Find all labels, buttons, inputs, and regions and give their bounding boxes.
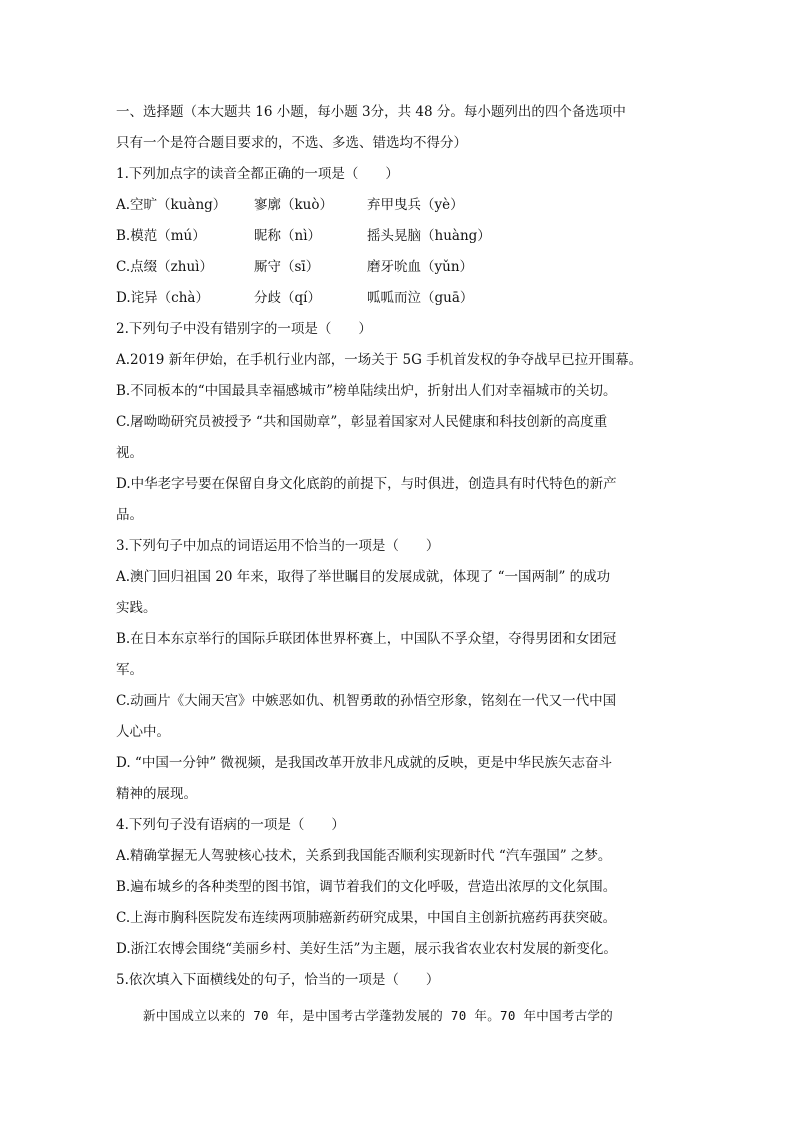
option-text: 昵称（nì） [254, 228, 322, 244]
question-3-option-b: B.在日本东京举行的国际乒联团体世界杯赛上，中国队不孚众望，夺得男团和女团冠 [116, 631, 617, 647]
option-text: A.空旷（kuàng） [116, 197, 227, 213]
option-text: 呱呱而泣（guā） [367, 290, 474, 306]
question-1-row-c [116, 257, 636, 277]
question-3-option-c: C.动画片《大闹天宫》中嫉恶如仇、机智勇敢的孙悟空形象，铭刻在一代又一代中国 [116, 693, 617, 709]
question-2-option-c: C.屠呦呦研究员被授予 “共和国勋章”，彰显着国家对人民健康和科技创新的高度重 [116, 414, 608, 430]
section-title-cont: 只有一个是符合题目要求的，不选、多选、错选均不得分） [116, 135, 467, 151]
question-3-option-a: A.澳门回归祖国 20 年来，取得了举世瞩目的发展成就，体现了 “一国两制” 的成功 [116, 569, 611, 585]
question-1-row-b [116, 226, 636, 246]
option-text: 磨牙吮血（yǔn） [367, 259, 474, 275]
option-text: D.诧异（chà） [116, 290, 209, 306]
question-4-stem: 4.下列句子没有语病的一项是（ ） [116, 817, 345, 833]
question-5-passage: 新中国成立以来的 70 年，是中国考古学蓬勃发展的 70 年。70 年中国考古学的 [143, 1008, 614, 1023]
question-1-stem: 1.下列加点字的读音全都正确的一项是（ ） [116, 166, 399, 182]
question-2-option-a: A.2019 新年伊始，在手机行业内部，一场关于 5G 手机首发权的争夺战早已拉开围幕。 [116, 352, 643, 368]
option-text: 弃甲曳兵（yè） [367, 197, 464, 213]
question-2-option-d-cont: 品。 [116, 507, 143, 523]
question-3-option-a-cont: 实践。 [116, 600, 157, 616]
question-2-option-b: B.不同板本的“中国最具幸福感城市”榜单陆续出炉，折射出人们对幸福城市的关切。 [116, 383, 617, 399]
section-title: 一、选择题（本大题共 16 小题，每小题 3分，共 48 分。每小题列出的四个备选项中 [116, 104, 626, 120]
question-4-option-a: A.精确掌握无人驾驶核心技术，关系到我国能否顺利实现新时代 “汽车强国” 之梦。 [116, 848, 612, 864]
question-3-stem: 3.下列句子中加点的词语运用不恰当的一项是（ ） [116, 538, 440, 554]
question-1-row-a [116, 195, 636, 215]
question-4-option-d: D.浙江农博会围绕“美丽乡村、美好生活”为主题，展示我省农业农村发展的新变化。 [116, 941, 617, 957]
question-4-option-b: B.遍布城乡的各种类型的图书馆，调节着我们的文化呼吸，营造出浓厚的文化氛围。 [116, 879, 617, 895]
question-2-stem: 2.下列句子中没有错别字的一项是（ ） [116, 321, 372, 337]
option-text: B.模范（mú） [116, 228, 206, 244]
question-5-stem: 5.依次填入下面横线处的句子，恰当的一项是（ ） [116, 972, 440, 988]
option-text: 分歧（qí） [254, 290, 321, 306]
question-3-option-d: D. “中国一分钟” 微视频，是我国改革开放非凡成就的反映，更是中华民族矢志奋斗 [116, 755, 613, 771]
question-3-option-c-cont: 人心中。 [116, 724, 170, 740]
option-text: 厮守（sī） [254, 259, 320, 275]
question-4-option-c: C.上海市胸科医院发布连续两项肺癌新药研究成果，中国自主创新抗癌药再获突破。 [116, 910, 617, 926]
question-2-option-d: D.中华老字号要在保留自身文化底韵的前提下，与时俱进，创造具有时代特色的新产 [116, 476, 617, 492]
question-2-option-c-cont: 视。 [116, 445, 143, 461]
question-1-row-d [116, 288, 636, 308]
option-text: 寥廓（kuò） [254, 197, 334, 213]
question-3-option-b-cont: 军。 [116, 662, 143, 678]
option-text: 摇头晃脑（huàng） [367, 228, 491, 244]
option-text: C.点缀（zhuì） [116, 259, 213, 275]
question-3-option-d-cont: 精神的展现。 [116, 786, 197, 802]
